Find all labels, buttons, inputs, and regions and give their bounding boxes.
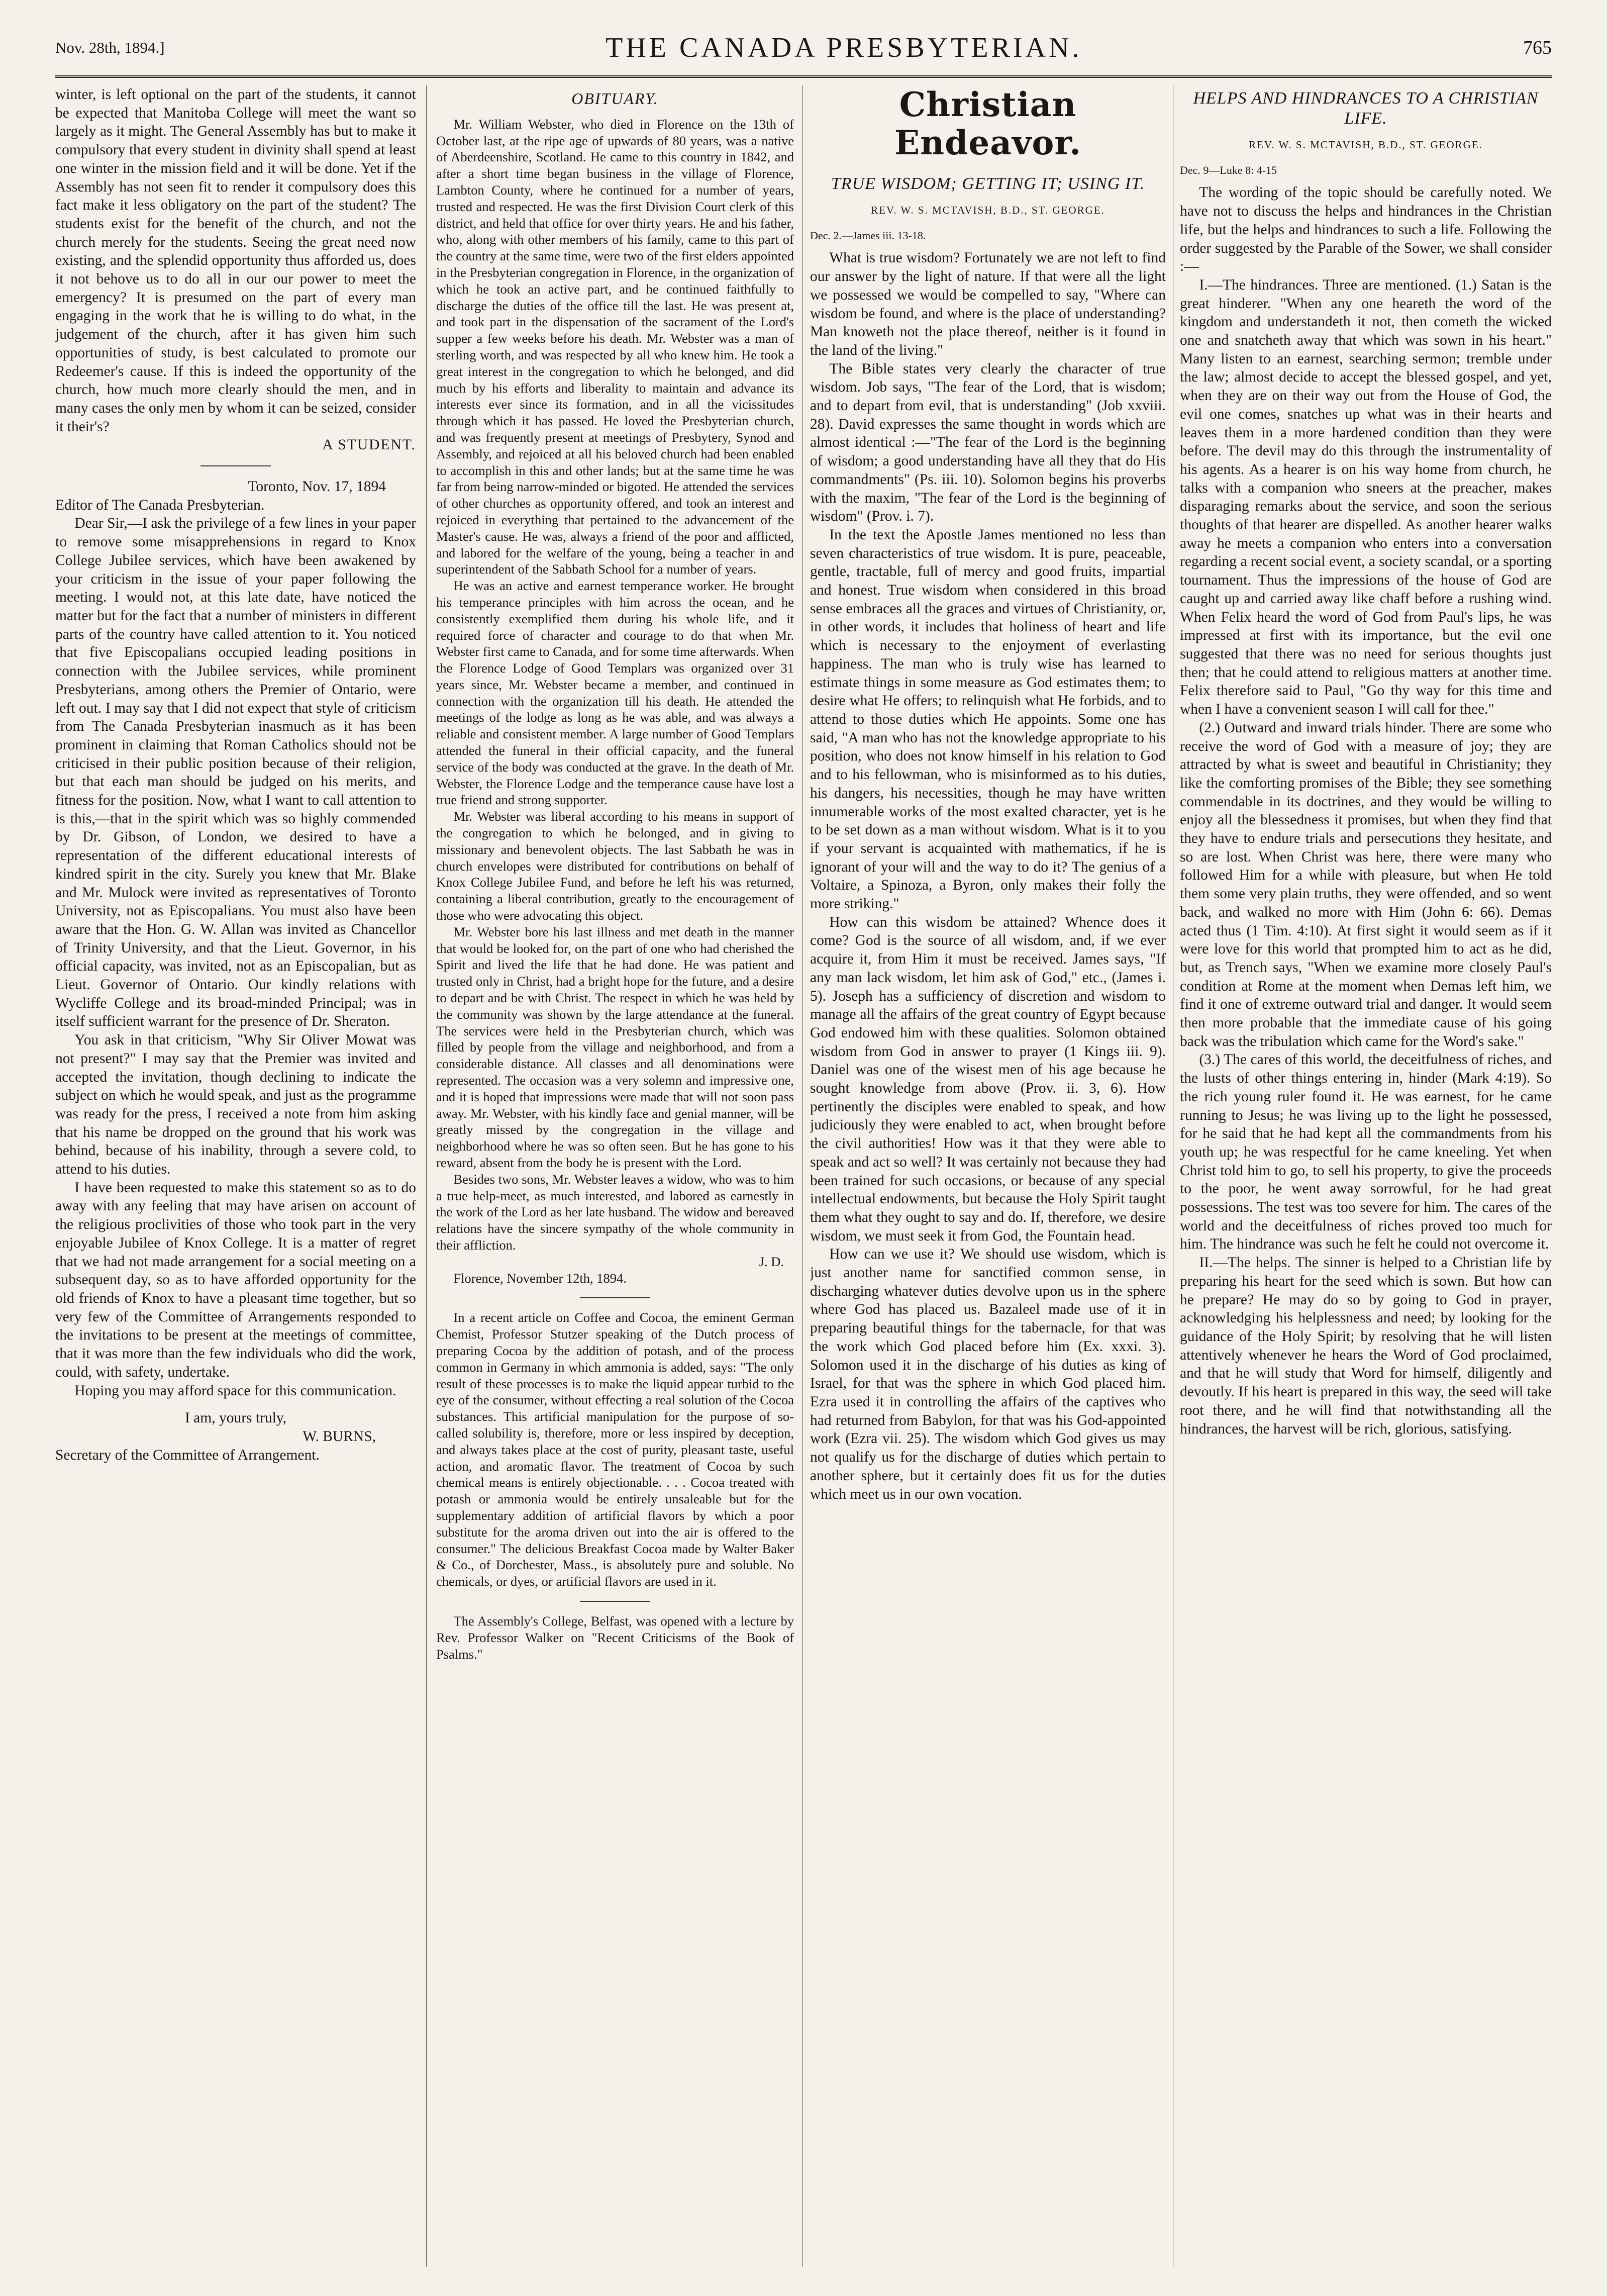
masthead bbox=[55, 20, 1552, 78]
publication-title: THE CANADA PRESBYTERIAN. bbox=[606, 32, 1082, 63]
article-byline: REV. W. S. MCTAVISH, B.D., ST. GEORGE. bbox=[1249, 139, 1483, 151]
obituary-paragraph: Mr. Webster was liberal according to his means in support of the congregation to which he belonged, and in giving to missionary and benevolent objects. The last Sabbath he was in church envelopes were distributed for contributions on behalf of Knox College Jubilee Fund, and before he left his was returned, containing a liberal contribution, greatly to the encouragement of those who were advocating this object. bbox=[436, 809, 794, 923]
letter-signer: W. BURNS, bbox=[303, 1428, 376, 1445]
column-christian-endeavor bbox=[810, 85, 1166, 2267]
cocoa-paragraph: In a recent article on Coffee and Cocoa, the eminent German Chemist, Professor Stutzer speaking of the Dutch process of preparing Cocoa by the addition of potash, and of the process common in Germany in which ammonia is added, says: "The only result of these processes is to make the liquid appear turbid to the eye of the consumer, without effecting a real solution of the Cocoa substances. This artificial manipulation for the purpose of so-called solubility is, therefore, more or less inspired by deception, and always takes place at the cost of purity, pleasant taste, useful action, and aromatic flavor. The treatment of Cocoa by such chemical means is entirely objectionable. . . . Cocoa treated with potash or ammonia would be entirely unsaleable but for the supplementary addition of artificial flavors by which a poor substitute for the aroma driven out into the air is offered to the consumer." The delicious Breakfast Cocoa made by Walter Baker & Co., of Dorchester, Mass., is absolutely pure and soluble. No chemicals, or dyes, or artificial flavors are used in it. bbox=[436, 1310, 794, 1589]
student-signature: A STUDENT. bbox=[322, 437, 416, 453]
belfast-paragraph: The Assembly's College, Belfast, was opened with a lecture by Rev. Professor Walker on "Recent Criticisms of the Book of Psalms." bbox=[436, 1613, 794, 1662]
letter-dateline: Toronto, Nov. 17, 1894 bbox=[248, 479, 386, 495]
letter-paragraph: Dear Sir,—I ask the privilege of a few lines in your paper to remove some misapprehensions in regard to Knox College Jubilee services, which have been awakened by your criticism in the issue of your paper following the meeting. I would not, at this late date, have noticed the matter but for the fact that a number of ministers in different parts of the country have called attention to it. You noticed that five Episcopalians occupied leading positions in connection with the Jubilee services, while prominent Presbyterians, among others the Premier of Ontario, were left out. I may say that I did not expect that style of criticism from The Canada Presbyterian inasmuch as it has been prominent in claiming that Roman Catholics should not be criticised in their public position because of their religion, but that each man should be judged on his merits, and fitness for the position. Now, what I want to call attention to is this,—that in the spirit which was so highly commended by Dr. Gibson, of London, we desired to have a representation of the different educational interests of kindred spirit in the city. Surely you knew that Mr. Blake and Mr. Mulock were invited as representatives of Toronto University, not as Episcopalians. You must also have been aware that the Hon. G. W. Allan was invited as Chancellor of Trinity University, and that the Lieut. Governor, in his official capacity, was invited, not as an Episcopalian, but as Lieut. Governor of Ontario. Our kindly relations with Wycliffe College and its broad-minded Principal; was in itself sufficient warrant for the presence of Dr. Sheraton. bbox=[55, 515, 416, 1030]
article-paragraph: How can we use it? We should use wisdom, which is just another name for sanctified common sense, in discharging whatever duties devolve upon us in the sphere where God has placed us. Bazaleel made use of it in preparing beautiful things for the tabernacle, for that was the work which God placed before him (Ex. xxxi. 3). Solomon used it in the discharge of his duties as king of Israel, for that was the sphere in which God placed him. Ezra used it in controlling the affairs of the captives who had returned from Babylon, for that was his God-appointed work (Ezra vii. 25). The wisdom which God gives us may not qualify us for the discharge of duties which pertain to another sphere, but it certainly does fit us for the duties which meet us in our own vocation. bbox=[810, 1246, 1166, 1502]
article-byline: REV. W. S. MCTAVISH, B.D., ST. GEORGE. bbox=[871, 204, 1105, 216]
article-paragraph: How can this wisdom be attained? Whence does it come? God is the source of all wisdom, and, if we ever acquire it, from Him it must be received. James says, "If any man lack wisdom, let him ask of God," etc., (James i. 5). Joseph has a sufficiency of discretion and wisdom to manage all the affairs of the great country of Egypt because God endowed him with these qualities. Solomon obtained wisdom from God in answer to prayer (1 Kings iii. 9). Daniel was one of the wisest men of his age because he sought knowledge from above (Prov. ii. 3, 6). How pertinently the disciples were enabled to speak, and how judiciously they were enabled to act, when brought before the civil authorities! How was it that they were able to speak and act so well? It was certainly not because they had been trained for such occasions, or because of any special intellectual endowments, but because the Holy Spirit taught them what they ought to say and do. If, therefore, we desire wisdom, we must seek it from God, the Fountain head. bbox=[810, 914, 1166, 1244]
obituary-paragraph: Besides two sons, Mr. Webster leaves a widow, who was to him a true help-meet, as much interested, and labored as earnestly in the work of the Lord as her late husband. The widow and bereaved relations have the sincere sympathy of the whole community in their affliction. bbox=[436, 1171, 794, 1253]
article-paragraph: What is true wisdom? Fortunately we are not left to find our answer by the light of nature. If that were all the light we possessed we would be compelled to say, "Where can wisdom be found, and where is the place of understanding? Man knoweth not the place thereof, neither is it found in the land of the living." bbox=[810, 250, 1166, 358]
article-paragraph: (2.) Outward and inward trials hinder. There are some who receive the word of God with a measure of joy; they are attracted by what is sweet and beautiful in Christianity; they like the comforting promises of the Bible; they see something commendable in its doctrines, and they would be willing to enjoy all the blessedness it promises, but when they find that they have to endure trials and persecutions they hesitate, and so are lost. When Christ was here, there were many who followed Him for a while with pleasure, but when He told them some very plain truths, they were offended, and so went back, and walked no more with Him (John 6: 66). Demas acted thus (1 Tim. 4:10). At first sight it would seem as if it were love for this world that prompted him to act as he did, but, as Trench says, "When we examine more closely Paul's condition at Rome at the moment when Demas left him, we find it one of extreme outward trial and danger. It would seem then more probable that the immediate cause of his going back was the tribulation which came for the Word's sake." bbox=[1180, 719, 1552, 1049]
obituary-heading: OBITUARY. bbox=[571, 89, 659, 108]
section-title: Christian Endeavor. bbox=[894, 85, 1082, 162]
obituary-initials: J. D. bbox=[759, 1254, 784, 1269]
letter-paragraph: Hoping you may afford space for this communication. bbox=[74, 1382, 396, 1399]
column-obituary bbox=[436, 85, 794, 2267]
letter-paragraph: You ask in that criticism, "Why Sir Oliver Mowat was not present?" I may say that the Premier was invited and accepted the invitation, though declining to indicate the subject on which he would speak, and just as the programme was ready for the press, I received a note from him asking that his name be dropped on the ground that his work was behind, because of his inability, through a severe cold, to attend to his duties. bbox=[55, 1032, 416, 1178]
column-rule bbox=[426, 85, 427, 2267]
article-paragraph: (3.) The cares of this world, the deceitfulness of riches, and the lusts of other things entering in, hinder (Mark 4:19). So the rich young ruler found it. He was earnest, for he came running to Jesus; he was living up to the light he possessed, for he said that he had kept all the commandments from his youth up; he was respectful for he came kneeling. Yet when Christ told him to go, to sell his property, to give the proceeds to the poor, he went away sorrowful, for he had great possessions. The test was too severe for him. The cares of the world and the deceitfulness of riches proved too much for him. The hindrance was such he felt he could not overcome it. bbox=[1180, 1051, 1552, 1253]
student-paragraph: winter, is left optional on the part of the students, it cannot be expected that Manitoba College will meet the want so largely as it might. The General Assembly has but to make it compulsory that every student in divinity shall spend at least one winter in the mission field and it will be done. Yet if the Assembly has not seen fit to render it compulsory does this fact make it less obligatory on the part of the student? The students exist for the benefit of the church, and not the church merely for the students. Seeing the great need now existing, and the splendid opportunity thus afforded us, does it not behove us to do all in our our power to meet the emergency? It is presumed on the part of every man engaging in the work that he is willing to do what, in the judgement of the church, after it has given him such opportunities of study, is best calculated to promote our Redeemer's cause. If this is indeed the opportunity of the church, how much more clearly should the men, and in many cases the only men by whom it can be seized, consider it their's? bbox=[55, 86, 416, 435]
section-divider bbox=[580, 1601, 650, 1602]
article-paragraph: II.—The helps. The sinner is helped to a Christian life by preparing his heart for the seed which is sown. But how can he prepare? He may do so by going to God in prayer, acknowledging his helplessness and need; by looking for the guidance of the Holy Spirit; by resolving that he will listen attentively whenever he hears the Word of God proclaimed, and that he will study that Word for himself, diligently and devoutly. If his heart is prepared in this way, the seed will take root there, and he will find that notwithstanding all the hindrances, the harvest will be rich, glorious, satisfying. bbox=[1180, 1255, 1552, 1437]
article-paragraph: In the text the Apostle James mentioned no less than seven characteristics of true wisdom. It is pure, peaceable, gentle, tractable, full of mercy and good fruits, impartial and honest. True wisdom when considered in this broad sense embraces all the graces and virtues of Christianity, or, in other words, it includes that holiness of heart and life which is necessary to the enjoyment of everlasting happiness. The man who is truly wise has learned to estimate things in some measure as God estimates them; to desire what He offers; to relinquish what He forbids, and to attend to those duties which He appoints. Some one has said, "A man who has not the knowledge appropriate to his position, who does not know himself in his relation to God and to his fellowman, who is misinformed as to his duties, his dangers, his necessities, though he may have written innumerable works of the most exalted character, yet is he to be set down as a man without wisdom. What is it to you if your servant is acquainted with mathematics, if he is ignorant of your will and the way to do it? The genius of a Voltaire, a Spinoza, a Byron, only makes their folly the more striking." bbox=[810, 526, 1166, 912]
letter-closing: I am, yours truly, bbox=[184, 1410, 287, 1426]
article-dateline: Dec. 2.—James iii. 13-18. bbox=[810, 229, 926, 242]
obituary-dateline: Florence, November 12th, 1894. bbox=[453, 1270, 627, 1286]
column-helps-hindrances bbox=[1180, 85, 1552, 2267]
letter-addressee: Editor of The Canada Presbyterian. bbox=[55, 497, 265, 513]
obituary-paragraph: Mr. Webster bore his last illness and met death in the manner that would be looked for, on the part of one who had cherished the Spirit and lived the life that he had done. He was patient and trusted only in Christ, had a bright hope for the future, and a desire to depart and be with Christ. The respect in which he was held by the community was shown by the large attendance at the funeral. The services were held in the Presbyterian church, which was filled by people from the village and neighborhood, and from a considerable distance. All classes and all denominations were represented. The occasion was a very solemn and impressive one, and it is hoped that impressions were made that will not soon pass away. Mr. Webster, with his kindly face and genial manner, will be greatly missed by the congregation in the village and neighborhood where he was so often seen. But he has gone to his reward, absent from the body he is present with the Lord. bbox=[436, 924, 794, 1170]
article-paragraph: The Bible states very clearly the character of true wisdom. Job says, "The fear of the Lord, that is wisdom; and to depart from evil, that is understanding" (Job xxviii. 28). David expresses the same thought in words which are almost identical :—"The fear of the Lord is the beginning of wisdom; a good understanding have all they that do His commandments" (Ps. iii. 10). Solomon begins his proverbs with the maxim, "The fear of the Lord is the beginning of wisdom" (Prov. i. 7). bbox=[810, 360, 1166, 525]
article-paragraph: I.—The hindrances. Three are mentioned. (1.) Satan is the great hinderer. "When any one heareth the word of the kingdom and understandeth it not, then cometh the wicked one and snatcheth away that which was sown in his heart." Many listen to an earnest, searching sermon; tremble under the law; almost decide to accept the blessed gospel, and yet, when they are on their way out from the House of God, the evil one comes, snatches up what was in their hearts and leaves them in a more hardened condition than they were before. The devil may do this through the instrumentality of his agents. As a hearer is on his way home from church, he talks with a companion who sneers at the preacher, makes disparaging remarks about the service, and soon the serious thoughts of that hearer are dispelled. As another hearer walks away he meets a companion who enters into a conversation regarding a recent social event, a society scandal, or a sporting tournament. Thus the impressions of the house of God are caught up and carried away like chaff before a rushing wind. When Felix heard the word of God from Paul's lips, he was impressed at first with its importance, but the evil one suggested that there was no need for serious thoughts just then; that he could attend to religious matters at another time. Felix therefore said to Paul, "Go thy way for this time and when I have a convenient season I will call for thee." bbox=[1180, 276, 1552, 718]
issue-date: Nov. 28th, 1894.] bbox=[55, 39, 165, 56]
column-student-letter bbox=[55, 85, 416, 2267]
article-paragraph: The wording of the topic should be carefully noted. We have not to discuss the helps and hindrances in the Christian life, but the helps and hindrances to such a life. Following the order suggested by the Parable of the Sower, we shall consider :— bbox=[1180, 184, 1552, 275]
obituary-paragraph: He was an active and earnest temperance worker. He brought his temperance principles with him across the ocean, and he consistently exemplified them during his whole life, and it required force of character and courage to do that when Mr. Webster first came to Canada, and for some time afterwards. When the Florence Lodge of Good Templars was organized over 31 years since, Mr. Webster became a member, and continued in connection with the organization till his death. He attended the meetings of the lodge as long as he was able, and was always a reliable and consistent member. A large number of Good Templars attended the funeral in their official capacity, and the funeral service of the body was conducted at the grave. In the death of Mr. Webster, the Florence Lodge and the temperance cause have lost a true friend and strong supporter. bbox=[436, 578, 794, 808]
article-title: TRUE WISDOM; GETTING IT; USING IT. bbox=[831, 174, 1145, 193]
page-number: 765 bbox=[1523, 37, 1552, 58]
letter-signer-title: Secretary of the Committee of Arrangement. bbox=[55, 1447, 320, 1463]
obituary-paragraph: Mr. William Webster, who died in Florence on the 13th of October last, at the ripe age of upwards of 80 years, was a native of Aberdeenshire, Scotland. He came to this country in 1842, and after a short time began business in the village of Florence, Lambton County, where he continued for a number of years, trusted and respected. He was the first Division Court clerk of this district, and held that office for over thirty years. He and his father, who, along with other members of his family, came to this part of the country at the same time, were two of the first elders appointed in the Presbyterian congregation in Florence, in the organization of which he took an active part, and he continued faithfully to discharge the duties of the office till the last. He was present at, and took part in the dispensation of the sacrament of the Lord's supper a few weeks before his death. Mr. Webster was a man of sterling worth, and was respected by all who knew him. He took a great interest in the congregation to which he belonged, and did much by his efforts and liberality to maintain and advance its interests ever since its formation, and in all the vicissitudes through which it has passed. He loved the Presbyterian church, and was frequently present at meetings of Presbytery, Synod and Assembly, and rejoiced at all his beloved church had been enabled to accomplish in this and other lands; but at the same time he was far from being narrow-minded or bigoted. He attended the services of other churches as opportunity offered, and took an interest and rejoiced in everything that pertained to the advancement of the Master's cause. He was, always a friend of the poor and afflicted, and labored for the welfare of the young, being a teacher in and superintendent of the Sabbath School for a number of years. bbox=[436, 116, 794, 577]
letter-paragraph: I have been requested to make this statement so as to do away with any feeling that may have arisen on account of the religious proclivities of those who took part in the very enjoyable Jubilee of Knox College. It is a matter of regret that we had not made arrangement for a social meeting on a subsequent day, so as to have afforded opportunity for the old friends of Knox to have a pleasant time together, but so very few of the Committee of Arrangements responded to the invitations to be present at the meetings of committee, that it was more than the few individuals who did the work, could, with safety, undertake. bbox=[55, 1179, 416, 1380]
section-divider bbox=[580, 1297, 650, 1298]
article-dateline: Dec. 9—Luke 8: 4-15 bbox=[1180, 163, 1277, 176]
section-divider bbox=[200, 465, 271, 466]
article-title: HELPS AND HINDRANCES TO A CHRISTIAN LIFE. bbox=[1193, 89, 1539, 128]
